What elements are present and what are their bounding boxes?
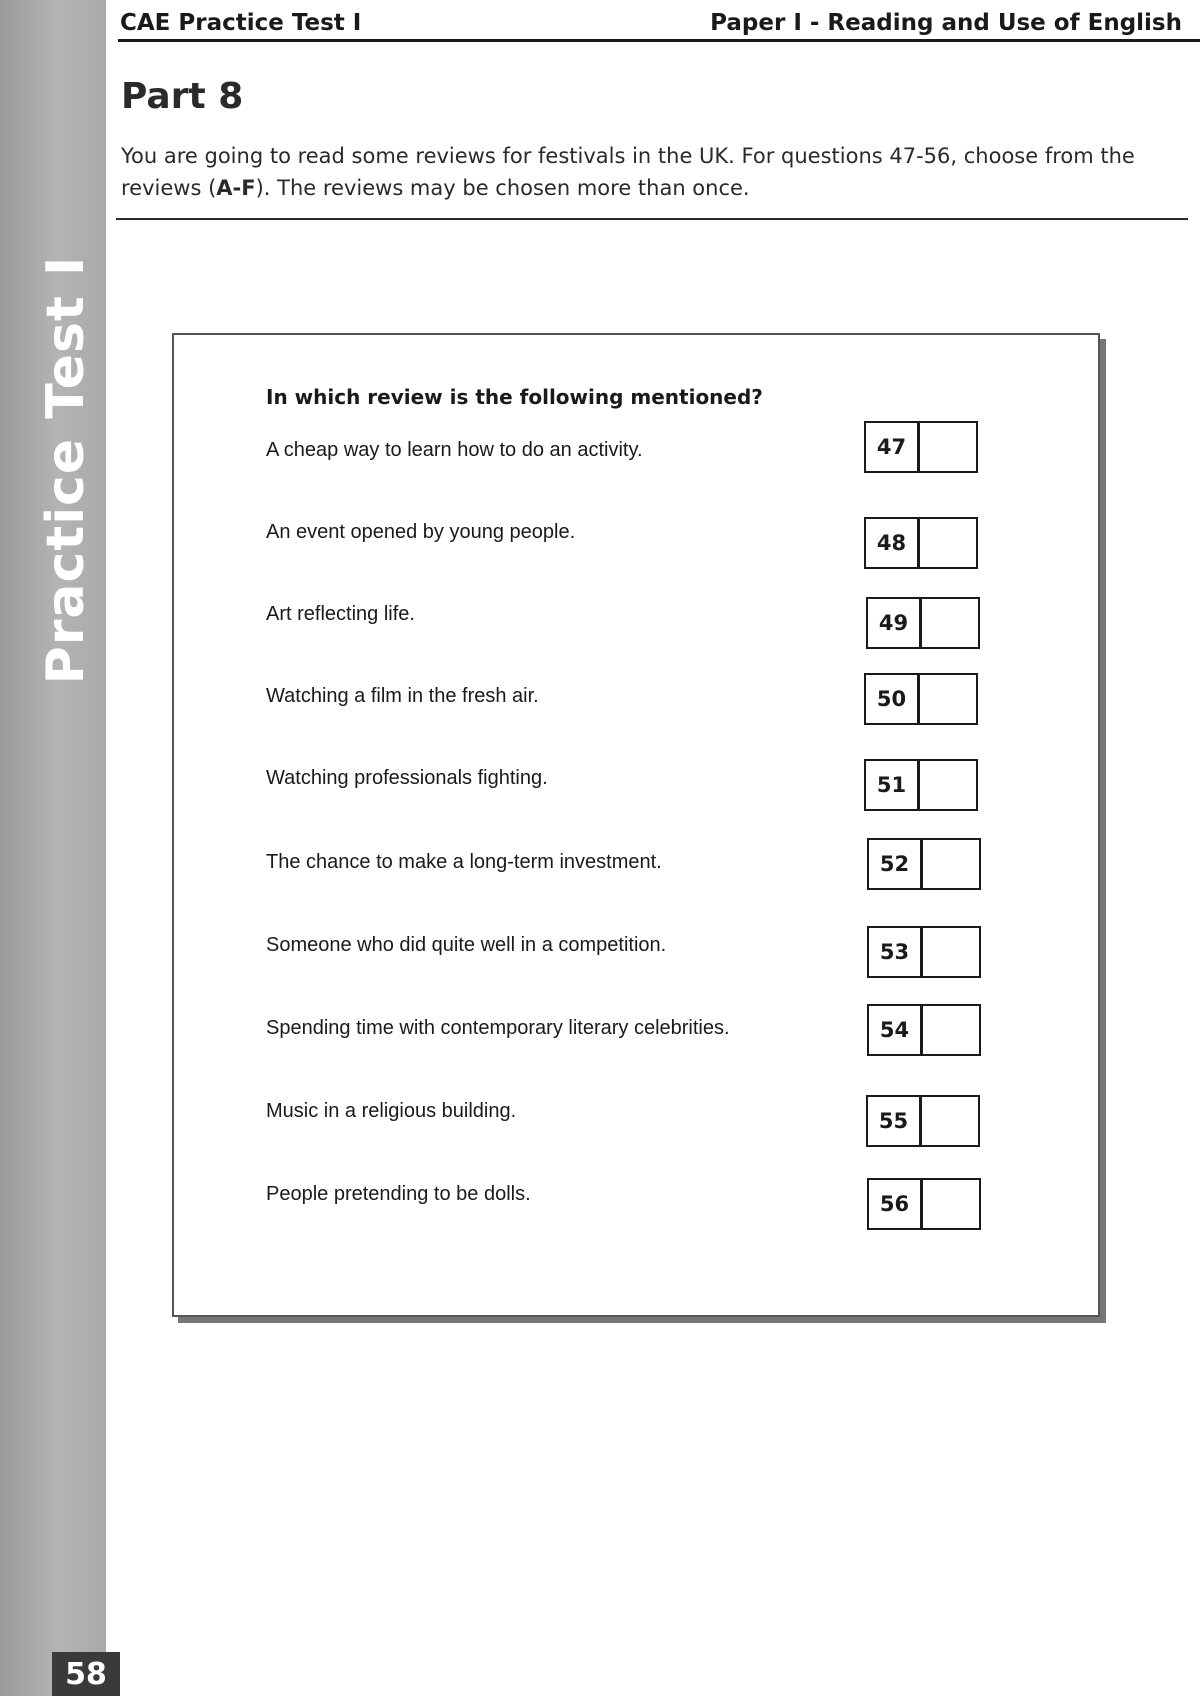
question-number: 52 [869,840,923,888]
answer-field[interactable] [925,599,978,647]
question-text: A cheap way to learn how to do an activity. [266,439,643,461]
question-text: Spending time with contemporary literary celebrities. [266,1017,730,1039]
question-text: Art reflecting life. [266,603,415,625]
answer-box[interactable] [867,1004,981,1056]
answer-box[interactable] [867,1178,981,1230]
answer-field[interactable] [926,840,979,888]
answer-box[interactable] [864,673,978,725]
instructions-text-end: ). The reviews may be chosen more than once. [255,176,750,200]
side-strip [0,0,106,1696]
answer-field[interactable] [926,1180,979,1228]
instructions [121,140,1181,204]
question-text: An event opened by young people. [266,521,576,543]
question-number: 48 [866,519,920,567]
answer-field[interactable] [923,519,976,567]
answer-box[interactable] [866,1095,980,1147]
question-text: Someone who did quite well in a competition. [266,934,667,956]
answer-box[interactable] [867,838,981,890]
answer-box[interactable] [864,759,978,811]
question-text: Music in a religious building. [266,1100,517,1122]
question-number: 55 [868,1097,922,1145]
answer-field[interactable] [923,423,976,471]
answer-field[interactable] [923,675,976,723]
answer-field[interactable] [926,1006,979,1054]
side-label: Practice Test I [36,255,96,685]
answer-box[interactable] [864,421,978,473]
answer-box[interactable] [864,517,978,569]
question-number: 53 [869,928,923,976]
question-number: 51 [866,761,920,809]
instructions-text: You are going to read some reviews for festivals in the UK. For questions 47-56, choose from the reviews ( [121,144,1135,200]
answer-box[interactable] [867,926,981,978]
header-test-title: CAE Practice Test I [120,10,362,36]
answer-box[interactable] [866,597,980,649]
question-number: 47 [866,423,920,471]
question-number: 50 [866,675,920,723]
page-header [118,8,1200,42]
question-box [172,333,1100,1317]
question-text: The chance to make a long-term investment. [266,851,662,873]
page-number: 58 [52,1652,120,1696]
answer-field[interactable] [926,928,979,976]
part-title: Part 8 [121,76,244,117]
question-number: 56 [869,1180,923,1228]
question-heading: In which review is the following mentioned? [266,385,763,409]
question-text: Watching professionals fighting. [266,767,548,789]
question-number: 49 [868,599,922,647]
question-text: Watching a film in the fresh air. [266,685,539,707]
answer-field[interactable] [925,1097,978,1145]
header-paper-title: Paper I - Reading and Use of English [710,10,1182,36]
question-text: People pretending to be dolls. [266,1183,531,1205]
instructions-options: A-F [216,176,256,200]
question-number: 54 [869,1006,923,1054]
section-divider [116,218,1188,220]
answer-field[interactable] [923,761,976,809]
